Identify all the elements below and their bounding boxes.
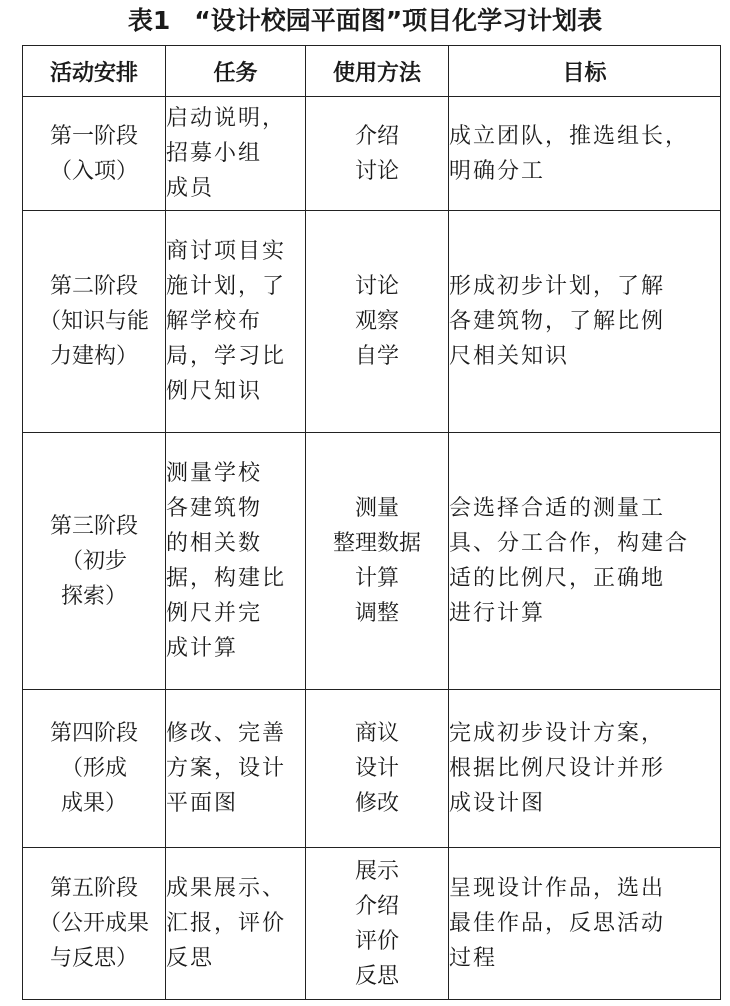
- cell-line: 与反思）: [49, 946, 138, 971]
- task-cell: [166, 97, 306, 211]
- cell-line: 调整: [354, 601, 399, 626]
- cell-line: 介绍: [354, 893, 399, 919]
- cell-line: 具、分工合作，构建合: [449, 531, 690, 556]
- header-row: [23, 46, 721, 97]
- header-task: 任务: [166, 46, 306, 97]
- cell-line: 启动说明，: [166, 106, 287, 131]
- cell-line: （形成: [60, 756, 127, 781]
- cell-line: 成果展示、: [166, 876, 287, 901]
- cell-line: 各建筑物，了解比例: [449, 309, 666, 334]
- cell-line: 局，学习比: [166, 344, 287, 369]
- cell-line: 讨论: [354, 274, 399, 299]
- cell-line: 会选择合适的测量工: [449, 496, 666, 521]
- table-row: [23, 433, 721, 690]
- task-cell: [166, 211, 306, 433]
- cell-line: 据，构建比: [166, 566, 287, 591]
- cell-line: 评价: [354, 928, 399, 954]
- table-row: [23, 848, 721, 1000]
- header-method: 使用方法: [306, 46, 449, 97]
- cell-line: 过程: [449, 946, 498, 971]
- cell-line: 施计划，了: [166, 274, 287, 299]
- stage-cell: [23, 211, 166, 433]
- cell-line: 商讨项目实: [166, 239, 287, 264]
- cell-line: （公开成果: [38, 911, 149, 936]
- method-cell: [306, 211, 449, 433]
- stage-cell: [23, 433, 166, 690]
- header-activity: 活动安排: [23, 46, 166, 97]
- cell-line: 介绍: [354, 123, 399, 149]
- stage-cell: [23, 97, 166, 211]
- cell-line: 汇报，评价: [166, 911, 287, 936]
- stage-cell: [23, 848, 166, 1000]
- cell-line: 尺相关知识: [449, 344, 570, 369]
- task-cell: [166, 690, 306, 848]
- cell-line: 商议: [354, 721, 399, 746]
- cell-line: 形成初步计划，了解: [449, 274, 666, 299]
- cell-line: 计算: [354, 566, 399, 591]
- cell-line: 自学: [354, 344, 399, 369]
- method-cell: [306, 433, 449, 690]
- cell-line: 修改: [354, 791, 399, 816]
- cell-line: 设计: [354, 756, 399, 781]
- cell-line: 成果）: [60, 791, 127, 816]
- cell-line: 成员: [166, 176, 215, 201]
- cell-line: （初步: [60, 548, 127, 574]
- cell-line: 成设计图: [449, 791, 546, 816]
- cell-line: 第三阶段: [49, 513, 138, 539]
- cell-line: 招募小组: [166, 141, 263, 166]
- task-cell: [166, 433, 306, 690]
- table-row: [23, 97, 721, 211]
- goal-cell: [449, 690, 721, 848]
- cell-line: （入项）: [49, 158, 138, 184]
- goal-cell: [449, 433, 721, 690]
- cell-line: 力建构）: [49, 344, 138, 369]
- method-cell: [306, 690, 449, 848]
- cell-line: 呈现设计作品，选出: [449, 876, 666, 901]
- cell-line: 测量: [354, 496, 399, 521]
- cell-line: 整理数据: [332, 531, 421, 556]
- cell-line: 根据比例尺设计并形: [449, 756, 666, 781]
- cell-line: 解学校布: [166, 309, 263, 334]
- table-number: 表1: [127, 6, 171, 35]
- cell-line: 第五阶段: [49, 876, 138, 901]
- plan-table: [22, 45, 721, 1000]
- header-goal: 目标: [449, 46, 721, 97]
- table-row: [23, 690, 721, 848]
- cell-line: 反思: [166, 946, 215, 971]
- cell-line: 适的比例尺，正确地: [449, 566, 666, 591]
- method-cell: [306, 97, 449, 211]
- cell-line: 测量学校: [166, 461, 263, 486]
- cell-line: 完成初步设计方案，: [449, 721, 666, 746]
- cell-line: 成立团队，推选组长，: [449, 123, 690, 149]
- cell-line: （知识与能: [38, 309, 149, 334]
- cell-line: 各建筑物: [166, 496, 263, 521]
- cell-line: 反思: [354, 963, 399, 989]
- cell-line: 进行计算: [449, 601, 546, 626]
- cell-line: 讨论: [354, 158, 399, 184]
- cell-line: 成计算: [166, 636, 239, 661]
- task-cell: [166, 848, 306, 1000]
- cell-line: 的相关数: [166, 531, 263, 556]
- cell-line: 例尺知识: [166, 379, 263, 404]
- goal-cell: [449, 848, 721, 1000]
- stage-cell: [23, 690, 166, 848]
- cell-line: 第四阶段: [49, 721, 138, 746]
- cell-line: 平面图: [166, 791, 239, 816]
- cell-line: 修改、完善: [166, 721, 287, 746]
- cell-line: 例尺并完: [166, 601, 263, 626]
- goal-cell: [449, 97, 721, 211]
- cell-line: 第二阶段: [49, 274, 138, 299]
- cell-line: 明确分工: [449, 158, 546, 184]
- cell-line: 最佳作品，反思活动: [449, 911, 666, 936]
- table-caption: “设计校园平面图”项目化学习计划表: [194, 6, 603, 35]
- cell-line: 方案，设计: [166, 756, 287, 781]
- cell-line: 探索）: [60, 583, 127, 609]
- cell-line: 观察: [354, 309, 399, 334]
- method-cell: [306, 848, 449, 1000]
- table-title: [0, 4, 730, 38]
- table-row: [23, 211, 721, 433]
- goal-cell: [449, 211, 721, 433]
- cell-line: 第一阶段: [49, 123, 138, 149]
- cell-line: 展示: [354, 858, 399, 884]
